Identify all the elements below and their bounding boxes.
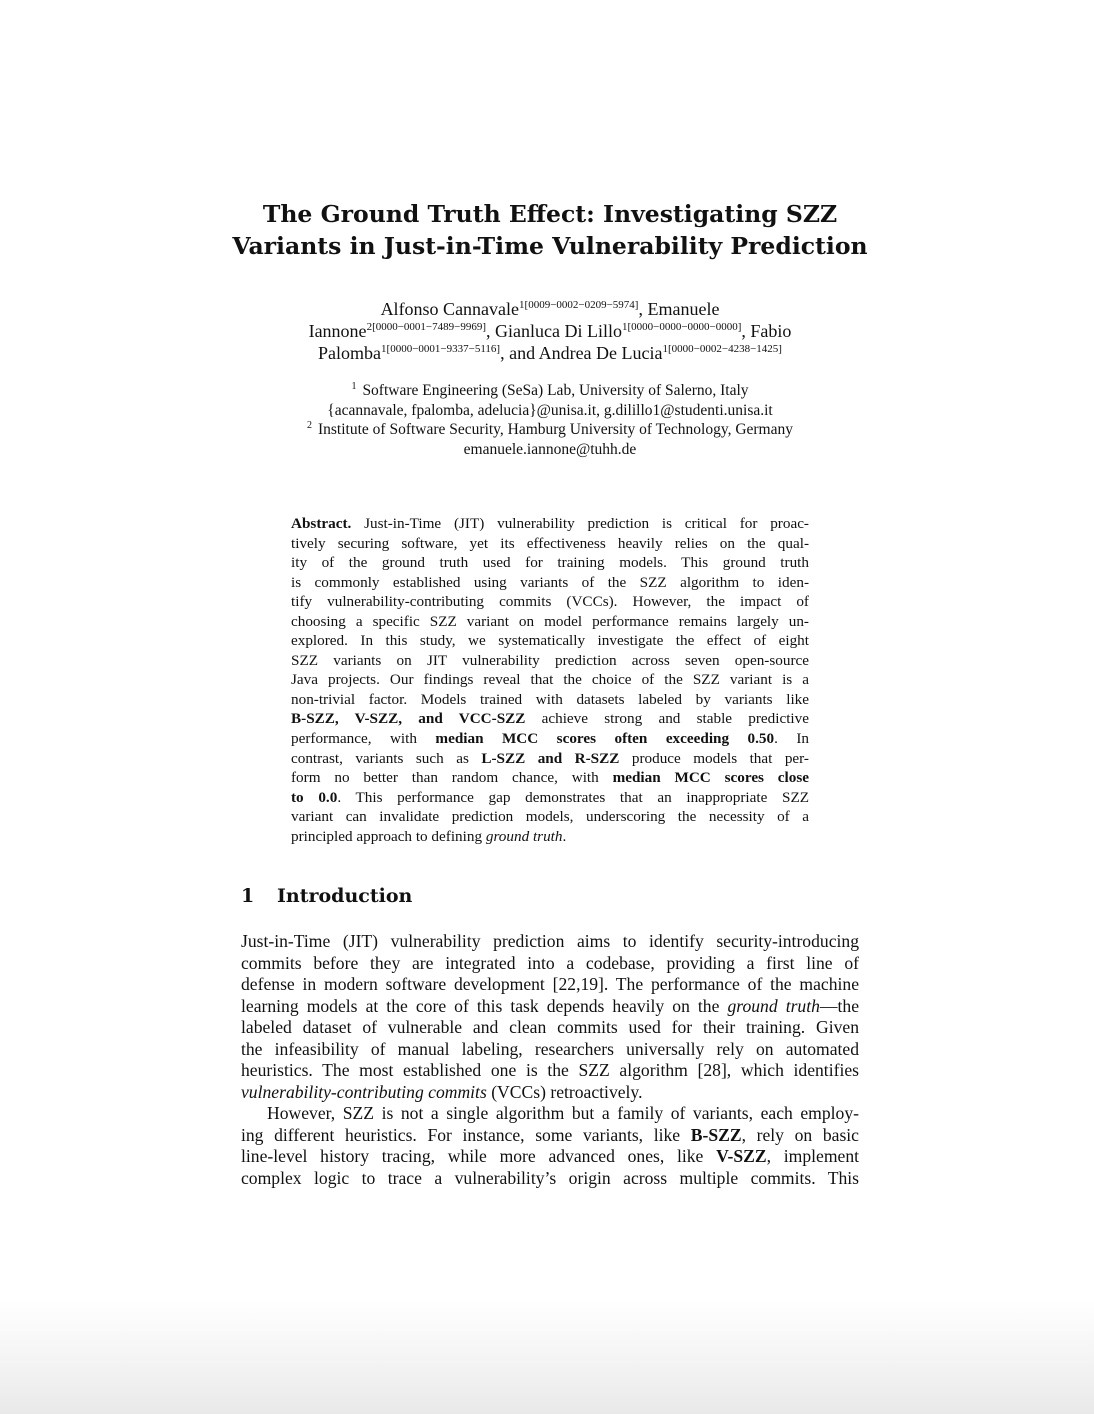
author-name: Palomba [318, 343, 382, 363]
abstract-line [291, 729, 809, 749]
author-line-2 [180, 320, 920, 342]
affiliation-email: {acannavale, fpalomba, adelucia}@unisa.it, g.dilillo1@studenti.unisa.it [327, 401, 773, 419]
emphasis: median MCC scores close [612, 769, 809, 787]
author-name: , Emanuele [638, 299, 720, 319]
body-text: ing different heuristics. For instance, some variants, like [241, 1124, 691, 1145]
abstract-line [291, 749, 809, 769]
abstract-text: achieve strong and stable predictive [525, 710, 809, 728]
author-name: , Gianluca Di Lillo [486, 321, 622, 341]
abstract-text: form no better than random chance, with [291, 769, 613, 787]
author-name: Iannone [308, 321, 367, 341]
body-line [241, 996, 859, 1018]
author-name: , and Andrea De Lucia [500, 343, 663, 363]
author-name: Alfonso Cannavale [380, 299, 520, 319]
abstract-line: tify vulnerability-contributing commits (VCCs). However, the impact of [291, 593, 809, 611]
author-orcid: 1[0000−0000−0000−0000] [621, 321, 742, 333]
abstract-line: is commonly established using variants of the SZZ algorithm to iden- [291, 573, 809, 591]
section-number: 1 [241, 885, 255, 907]
section-heading [241, 883, 412, 909]
author-orcid: 1[0009−0002−0209−5974] [519, 299, 639, 311]
affiliation-text: Institute of Software Security, Hamburg University of Technology, Germany [317, 421, 793, 439]
emphasis: B-SZZ, V-SZZ, and VCC-SZZ [291, 710, 526, 728]
body-text: (VCCs) retroactively. [486, 1081, 643, 1102]
emphasis: ground truth [727, 995, 820, 1016]
abstract-text: contrast, variants such as [291, 749, 482, 767]
affiliation-line [180, 420, 920, 440]
affiliation-number: 2 [306, 420, 312, 432]
abstract-line [291, 788, 809, 808]
body-text: , implement [766, 1146, 860, 1166]
emphasis: V-SZZ [716, 1146, 767, 1166]
author-list [180, 298, 920, 364]
body-line: labeled dataset of vulnerable and clean commits used for their training. Given [241, 1017, 859, 1037]
abstract-line: ity of the ground truth used for training models. This ground truth [291, 554, 809, 572]
affiliation-line [180, 381, 920, 401]
abstract-line [291, 827, 809, 847]
author-orcid: 1[0000−0002−4238−1425] [662, 343, 782, 355]
abstract-text: Just-in-Time (JIT) vulnerability prediction is critical for proac- [351, 515, 809, 532]
abstract-text: principled approach to defining [291, 827, 486, 845]
title-line-2: Variants in Just-in-Time Vulnerability Prediction [232, 232, 868, 260]
section-title: Introduction [277, 885, 413, 907]
abstract-line [291, 709, 809, 729]
body-line: heuristics. The most established one is the SZZ algorithm [28], which identifies [241, 1060, 859, 1080]
abstract-text: . This performance gap demonstrates that an inappropriate SZZ [337, 788, 809, 806]
emphasis: ground truth [485, 827, 563, 845]
paper-title [200, 198, 900, 262]
body-text: line-level history tracing, while more advanced ones, like [241, 1146, 717, 1166]
emphasis: median MCC scores often exceeding 0.50 [435, 730, 775, 748]
affiliation-text: Software Engineering (SeSa) Lab, University of Salerno, Italy [362, 382, 749, 399]
abstract-text: . [562, 827, 567, 845]
emphasis: B-SZZ [690, 1124, 742, 1145]
abstract-line: tively securing software, yet its effectiveness heavily relies on the qual- [291, 534, 809, 552]
emphasis: to 0.0 [291, 788, 338, 806]
author-line-3 [180, 342, 920, 364]
emphasis: vulnerability-contributing commits [241, 1081, 487, 1102]
body-text: , rely on basic [741, 1124, 859, 1145]
introduction-body [241, 931, 859, 1189]
title-line-1: The Ground Truth Effect: Investigating SZZ [262, 200, 838, 228]
abstract-line [291, 514, 809, 534]
abstract-line: non-trivial factor. Models trained with datasets labeled by variants like [291, 690, 809, 708]
abstract-line: variant can invalidate prediction models, underscoring the necessity of a [291, 808, 809, 826]
abstract-line: choosing a specific SZZ variant on model performance remains largely un- [291, 612, 809, 630]
body-line [241, 1125, 859, 1147]
abstract [291, 514, 809, 846]
abstract-text: produce models that per- [619, 749, 809, 767]
body-line: the infeasibility of manual labeling, researchers universally rely on automated [241, 1038, 859, 1059]
abstract-line: SZZ variants on JIT vulnerability prediction across seven open-source [291, 651, 809, 669]
affiliations [180, 381, 920, 459]
abstract-text: performance, with [291, 730, 436, 748]
author-name: , Fabio [741, 321, 792, 341]
author-line-1 [180, 298, 920, 320]
body-line [241, 1146, 859, 1168]
author-orcid: 2[0000−0001−7489−9969] [366, 321, 486, 333]
abstract-label: Abstract. [291, 515, 352, 532]
abstract-text: . In [774, 730, 809, 748]
body-line [241, 1082, 859, 1104]
emphasis: L-SZZ and R-SZZ [481, 749, 620, 767]
body-line: defense in modern software development [22,19]. The performance of the machine [241, 974, 859, 994]
abstract-line: Java projects. Our findings reveal that the choice of the SZZ variant is a [291, 671, 809, 689]
body-line: However, SZZ is not a single algorithm but a family of variants, each employ- [267, 1103, 859, 1123]
affiliation-number: 1 [351, 381, 357, 392]
author-orcid: 1[0000−0001−9337−5116] [381, 343, 501, 355]
body-line: Just-in-Time (JIT) vulnerability prediction aims to identify security-introducing [241, 931, 859, 951]
abstract-line [291, 768, 809, 788]
affiliation-email: emanuele.iannone@tuhh.de [463, 440, 637, 458]
body-text: learning models at the core of this task depends heavily on the [241, 995, 728, 1016]
abstract-line: explored. In this study, we systematically investigate the effect of eight [291, 632, 809, 650]
body-line: commits before they are integrated into a codebase, providing a first line of [241, 952, 859, 973]
body-text: —the [819, 995, 860, 1016]
body-line: complex logic to trace a vulnerability’s origin across multiple commits. This [241, 1167, 859, 1188]
